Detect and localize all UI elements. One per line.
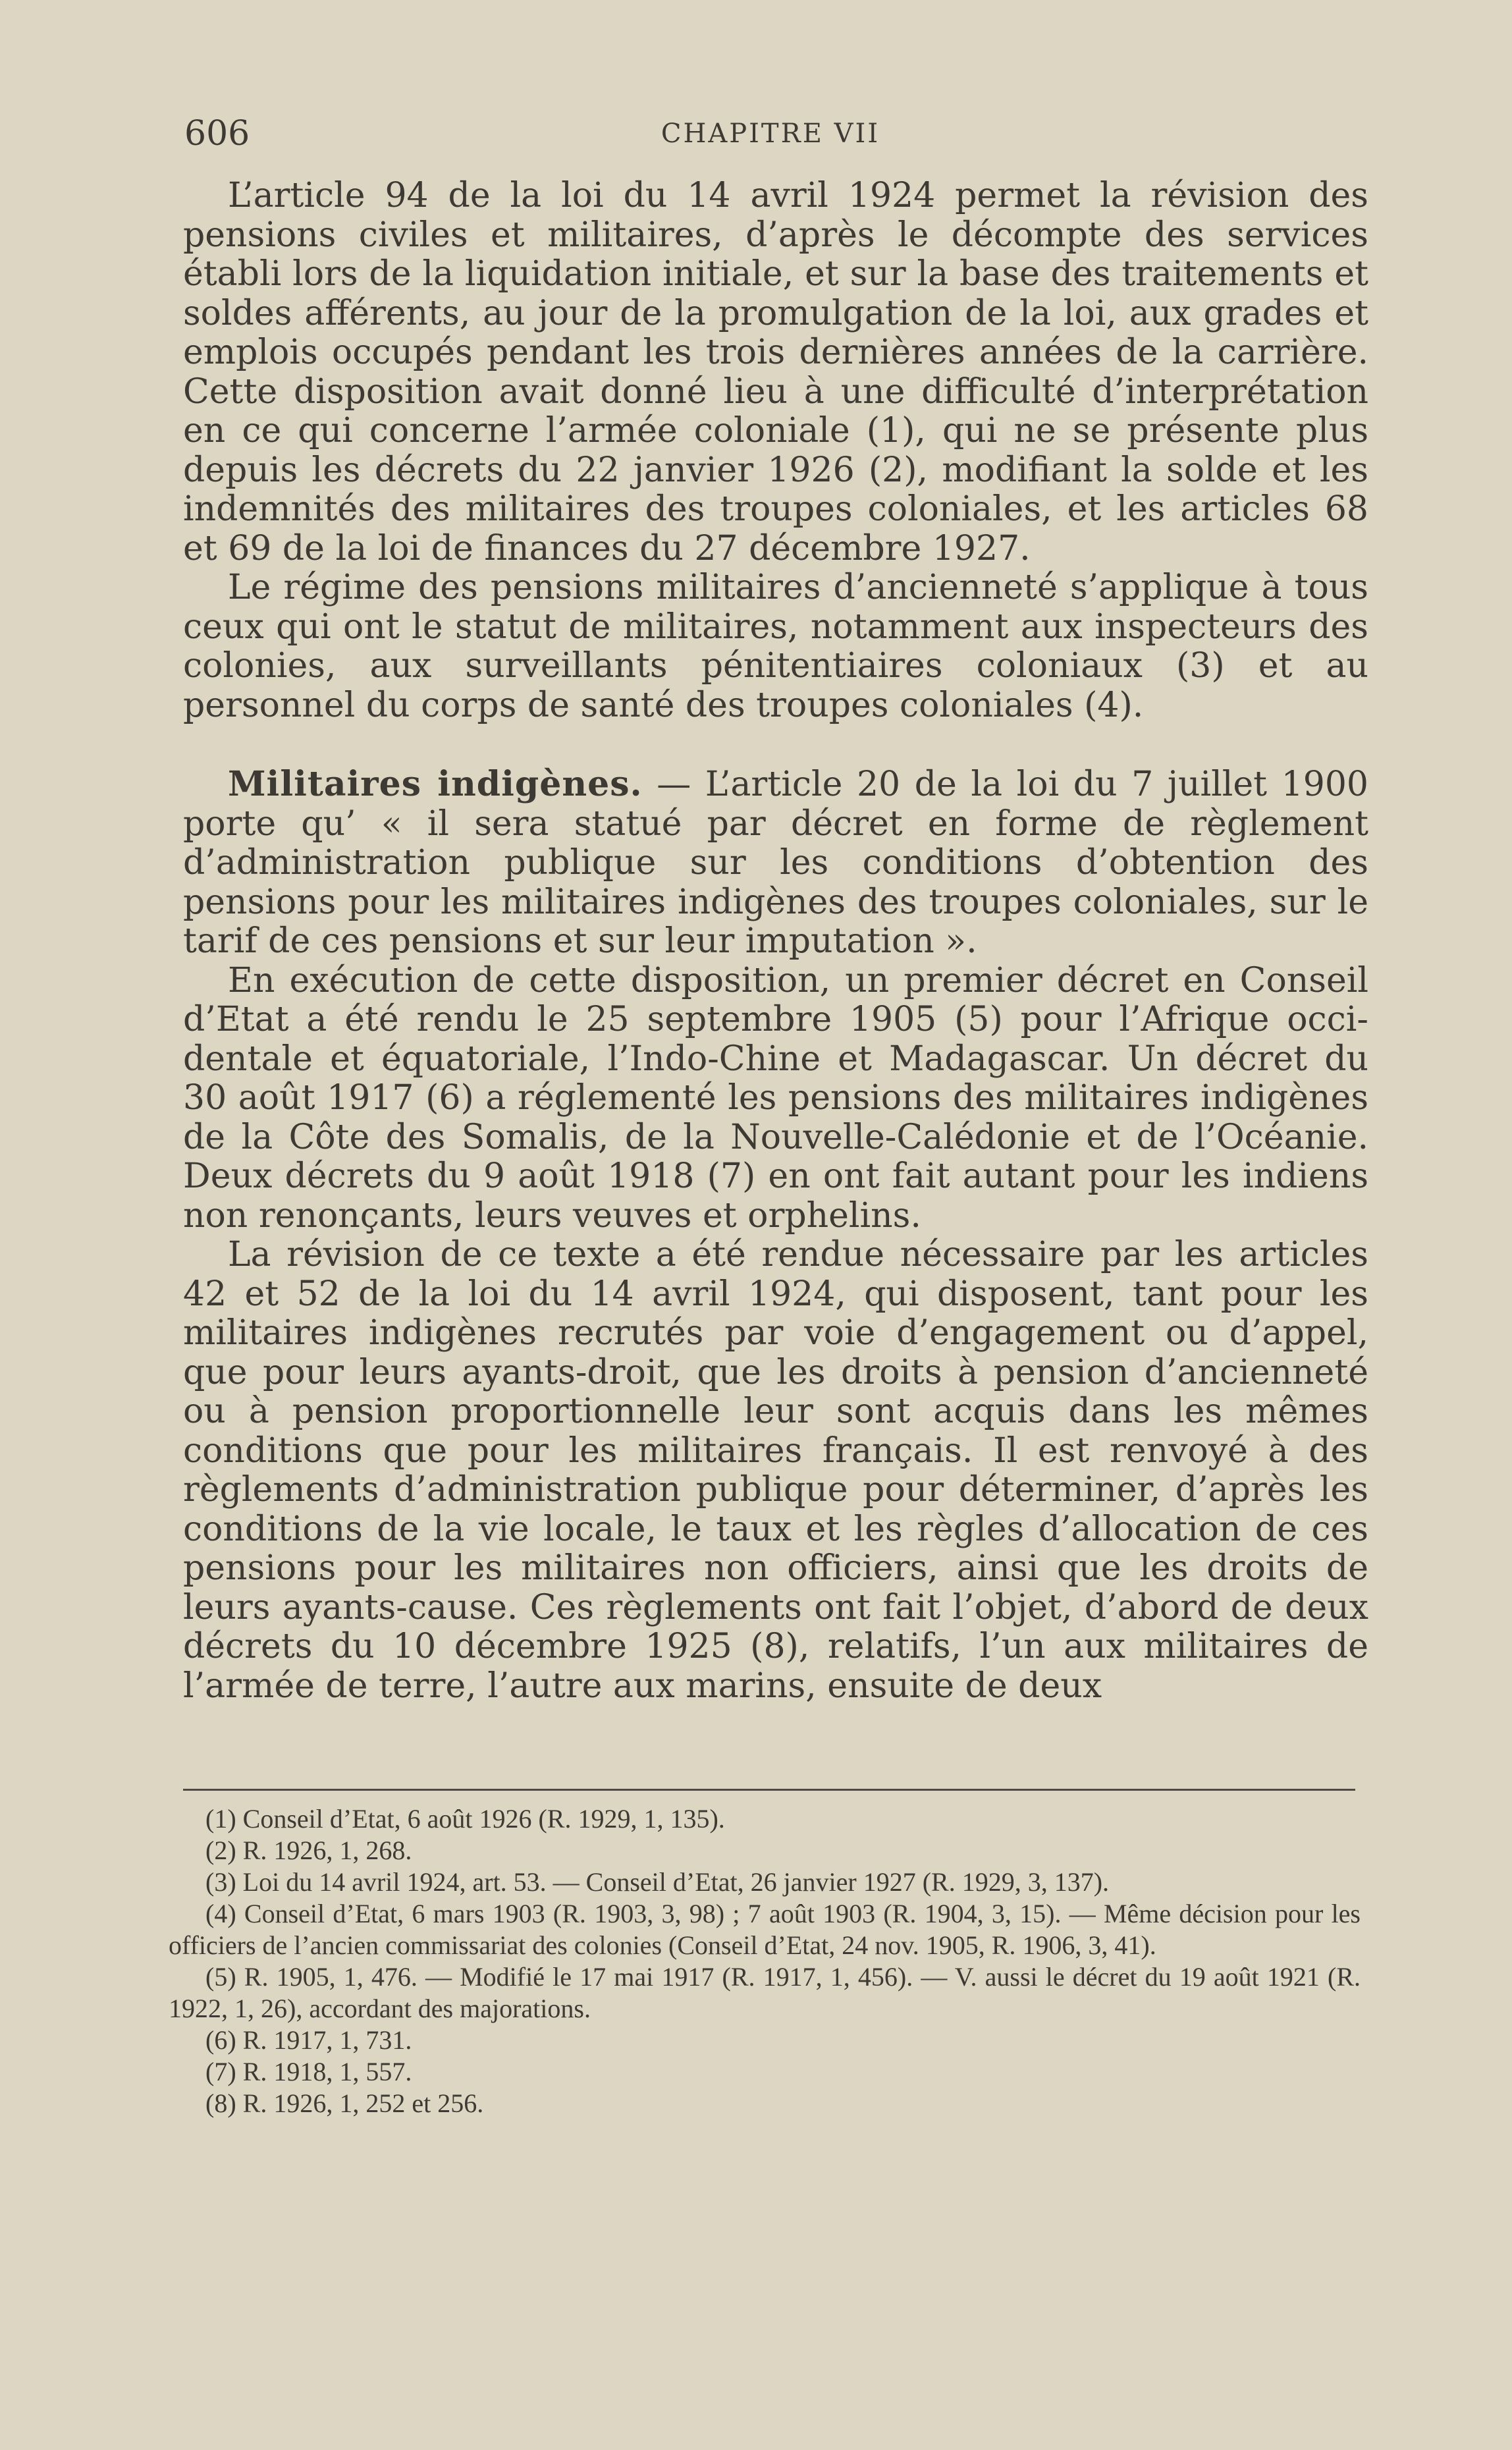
- paragraph: En exécution de cette disposition, un premier décret en Conseil d’Etat a été rendu le 25 septembre 1905 (5) pour l’Afrique occidentale et équatoriale, l’Indo-Chine et Madagascar. Un décret du 30 août 1917 (6) a réglementé les pensions des militaires indigènes de la Côte des Somalis, de la Nouvelle-Calédonie et de l’Océanie. Deux décrets du 9 août 1918 (7) en ont fait autant pour les indiens non renonçants, leurs veuves et orphelins.: [183, 960, 1368, 1236]
- footnote: (6) R. 1917, 1, 731.: [205, 2025, 412, 2055]
- body-text: [183, 177, 1368, 1706]
- footnote: (8) R. 1926, 1, 252 et 256.: [205, 2088, 484, 2118]
- footnote: (5) R. 1905, 1, 476. — Modifié le 17 mai 1917 (R. 1917, 1, 456). — V. aussi le décret du 19 août 1921 (R. 1922, 1, 26), accordant des majorations.: [169, 1962, 1361, 2023]
- page-header: [184, 111, 1357, 157]
- footnote: (2) R. 1926, 1, 268.: [205, 1836, 412, 1865]
- footnote: (1) Conseil d’Etat, 6 août 1926 (R. 1929, 1, 135).: [205, 1804, 725, 1834]
- footnote: (7) R. 1918, 1, 557.: [205, 2057, 412, 2086]
- paragraph-text: — L’article 20 de la loi du 7 juillet 1900 porte qu’ « il sera statué par décret en forme de règlement d’administration publique sur les conditions d’obtention des pensions pour les militaires indigènes des troupes coloniales, sur le tarif de ces pensions et sur leur imputation ».: [183, 765, 1368, 961]
- footnote: (3) Loi du 14 avril 1924, art. 53. — Conseil d’Etat, 26 janvier 1927 (R. 1929, 3, 137).: [205, 1867, 1110, 1897]
- page-number: 606: [184, 114, 250, 153]
- paragraph: La révision de ce texte a été rendue nécessaire par les articles 42 et 52 de la loi du 14 avril 1924, qui disposent, tant pour les militaires indigènes recrutés par voie d’engagement ou d’appel, que pour leurs ayants-droit, que les droits à pension d’ancienneté ou à pension proportionnelle leur sont acquis dans les mêmes conditions que pour les militaires français. Il est renvoyé à des règlements d’administration publique pour déterminer, d’après les conditions de la vie locale, le taux et les règles d’allocation de ces pensions pour les militaires non officiers, ainsi que les droits de leurs ayants-cause. Ces règlements ont fait l’objet, d’abord de deux décrets du 10 décembre 1925 (8), relatifs, l’un aux militaires de l’armée de terre, l’autre aux marins, ensuite de deux: [183, 1235, 1368, 1706]
- paragraph-militaires-indigenes: [183, 765, 1368, 962]
- footnotes: [169, 1803, 1361, 2119]
- footnote-separator: [183, 1789, 1355, 1791]
- footnote: (4) Conseil d’Etat, 6 mars 1903 (R. 1903, 3, 98) ; 7 août 1903 (R. 1904, 3, 15). — Même décision pour les officiers de l’ancien commissariat des colonies (Conseil d’Etat, 24 nov. 1905, R. 1906, 3, 41).: [169, 1899, 1361, 1960]
- paragraph: L’article 94 de la loi du 14 avril 1924 permet la révision des pensions civiles et militaires, d’après le décompte des services établi lors de la liquidation initiale, et sur la base des traitements et soldes afférents, au jour de la promulgation de la loi, aux grades et emplois occupés pendant les trois dernières années de la carrière. Cette disposition avait donné lieu à une difficulté d’interprétation en ce qui concerne l’armée coloniale (1), qui ne se présente plus depuis les décrets du 22 janvier 1926 (2), modifiant la solde et les indemnités des militaires des troupes coloniales, et les articles 68 et 69 de la loi de finances du 27 décembre 1927.: [183, 176, 1368, 568]
- section-title: Militaires indigènes.: [228, 764, 643, 804]
- chapter-title: CHAPITRE VII: [661, 119, 880, 149]
- paragraph: Le régime des pensions militaires d’ancienneté s’applique à tous ceux qui ont le statut de militaires, notamment aux inspecteurs des colonies, aux surveillants pénitentiaires coloniaux (3) et au personnel du corps de santé des troupes coloniales (4).: [183, 568, 1368, 725]
